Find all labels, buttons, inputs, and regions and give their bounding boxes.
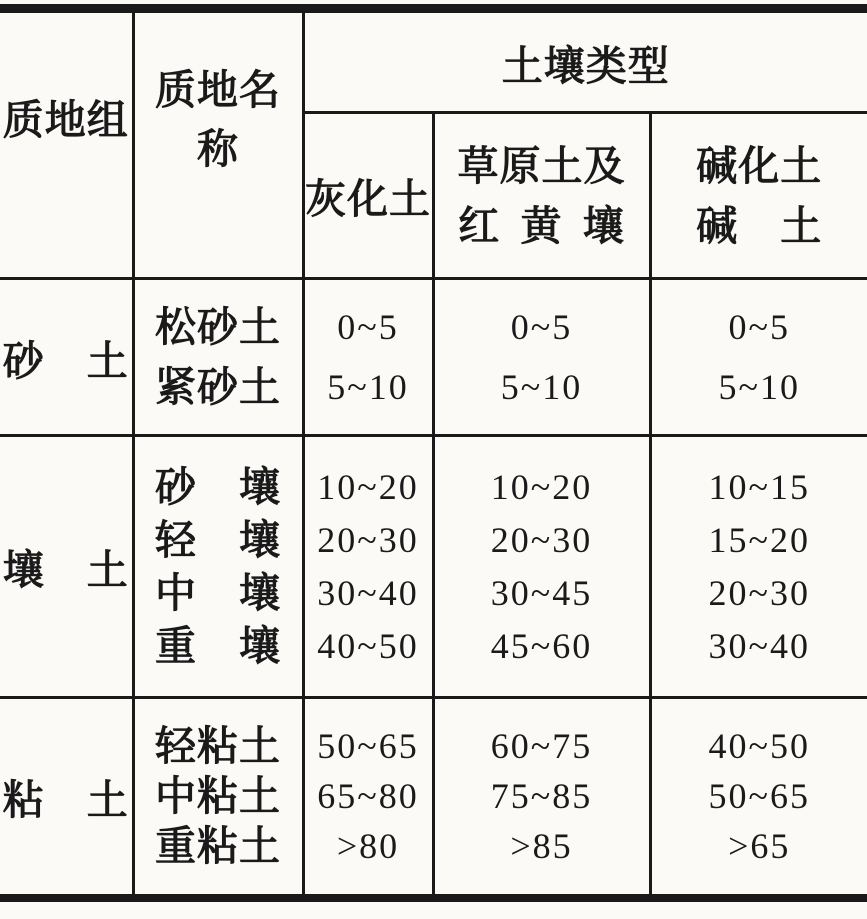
value-line: 30~40	[305, 567, 432, 620]
header-soil-type: 土壤类型	[303, 9, 867, 113]
name-cell	[133, 279, 303, 436]
value-cell-podzolic	[303, 279, 433, 436]
texture-name-line: 紧砂土	[135, 357, 302, 417]
value-line: 15~20	[652, 514, 867, 567]
value-cell-alkali	[650, 698, 867, 898]
group-cell-loam: 壤 土	[0, 436, 133, 698]
section-row-clay	[0, 698, 867, 898]
texture-name-line: 重 壤	[135, 620, 302, 673]
value-line: 50~65	[652, 771, 867, 821]
value-line: 5~10	[305, 357, 432, 417]
value-line: 0~5	[305, 297, 432, 357]
value-line: 0~5	[652, 297, 867, 357]
value-line: 5~10	[435, 357, 649, 417]
header-steppe-red-yellow-soil	[433, 113, 650, 279]
value-line: 20~30	[435, 514, 649, 567]
value-line: 60~75	[435, 721, 649, 771]
value-line: >85	[435, 821, 649, 871]
value-line: 65~80	[305, 771, 432, 821]
value-line: >65	[652, 821, 867, 871]
soil-texture-table	[0, 4, 867, 902]
header-line: 碱化土	[652, 136, 867, 196]
section-row-loam	[0, 436, 867, 698]
header-podzolic-soil: 灰化土	[303, 113, 433, 279]
header-line: 红 黄 壤	[435, 196, 649, 256]
value-line: 50~65	[305, 721, 432, 771]
section-row-sand	[0, 279, 867, 436]
value-line: 10~15	[652, 461, 867, 514]
value-cell-podzolic	[303, 436, 433, 698]
value-line: 40~50	[652, 721, 867, 771]
group-cell-clay: 粘 土	[0, 698, 133, 898]
value-cell-steppe	[433, 698, 650, 898]
value-cell-alkali	[650, 436, 867, 698]
document-page	[0, 4, 867, 919]
value-line: 10~20	[305, 461, 432, 514]
header-row-top	[0, 9, 867, 113]
value-line: 10~20	[435, 461, 649, 514]
texture-name-line: 中 壤	[135, 567, 302, 620]
texture-name-line: 松砂土	[135, 297, 302, 357]
texture-name-line: 重粘土	[135, 821, 302, 871]
value-cell-alkali	[650, 279, 867, 436]
group-cell-sand: 砂 土	[0, 279, 133, 436]
header-line: 碱 土	[652, 196, 867, 256]
value-line: >80	[305, 821, 432, 871]
value-line: 30~45	[435, 567, 649, 620]
header-alkali-soil	[650, 113, 867, 279]
texture-name-line: 轻 壤	[135, 514, 302, 567]
value-line: 0~5	[435, 297, 649, 357]
header-line: 草原土及	[435, 136, 649, 196]
value-cell-podzolic	[303, 698, 433, 898]
value-cell-steppe	[433, 436, 650, 698]
value-line: 20~30	[652, 567, 867, 620]
texture-name-line: 砂 壤	[135, 461, 302, 514]
value-line: 40~50	[305, 620, 432, 673]
value-line: 75~85	[435, 771, 649, 821]
texture-name-line: 中粘土	[135, 771, 302, 821]
name-cell	[133, 698, 303, 898]
value-line: 45~60	[435, 620, 649, 673]
header-texture-group: 质地组	[0, 9, 133, 279]
name-cell	[133, 436, 303, 698]
value-cell-steppe	[433, 279, 650, 436]
texture-name-line: 轻粘土	[135, 721, 302, 771]
header-texture-name: 质地名称	[133, 9, 303, 279]
value-line: 20~30	[305, 514, 432, 567]
value-line: 5~10	[652, 357, 867, 417]
value-line: 30~40	[652, 620, 867, 673]
